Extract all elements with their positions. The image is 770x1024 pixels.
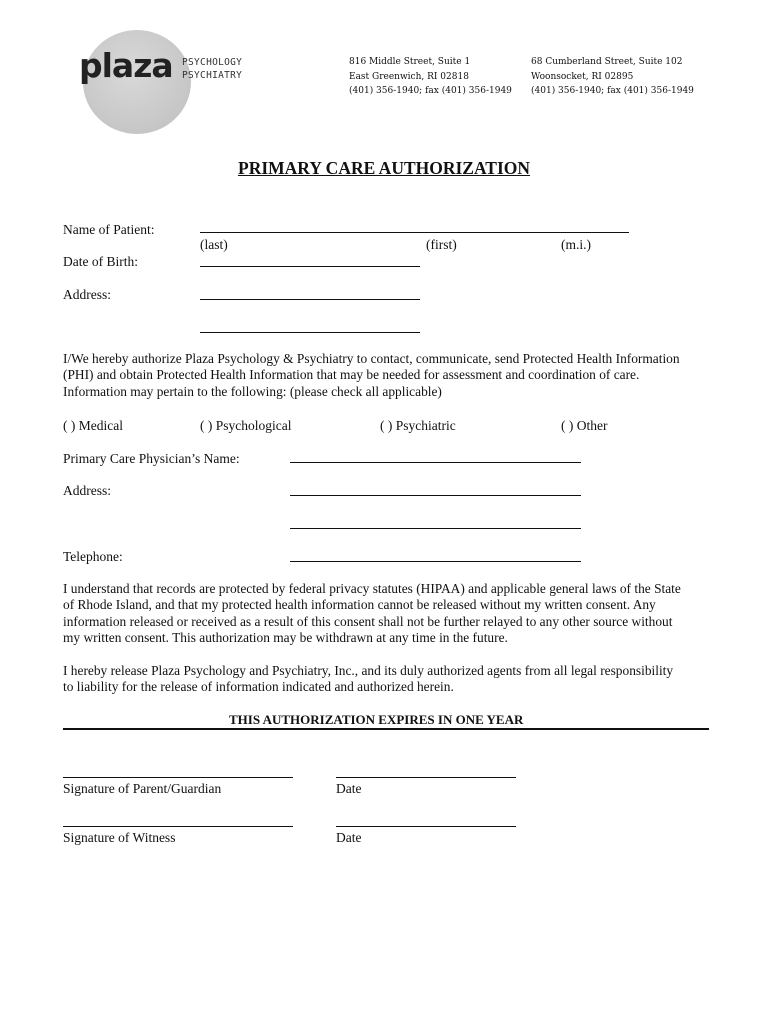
logo-line-psychiatry: PSYCHIATRY — [182, 70, 243, 81]
option-other[interactable]: ( ) Other — [561, 418, 608, 433]
witness-signature-label: Signature of Witness — [63, 830, 176, 845]
logo-word: plaza — [79, 46, 173, 85]
authorization-paragraph — [63, 351, 713, 400]
dob-field[interactable] — [200, 266, 420, 267]
paragraph-line: my written consent. This authorization may be withdrawn at any time in the future. — [63, 629, 508, 645]
paragraph-line: of Rhode Island, and that my protected health information cannot be released without my written consent. Any — [63, 597, 656, 613]
office-street: 816 Middle Street, Suite 1 — [349, 57, 471, 67]
last-name-caption: (last) — [200, 237, 228, 252]
telephone-field[interactable] — [290, 561, 581, 562]
paragraph-line: information released or received as a result of this consent shall not be further relayed to any other source without — [63, 613, 673, 629]
patient-address-label: Address: — [63, 287, 111, 302]
option-psychiatric[interactable]: ( ) Psychiatric — [380, 418, 456, 433]
witness-date-field[interactable] — [336, 826, 516, 827]
parent-signature-field[interactable] — [63, 777, 293, 778]
dob-label: Date of Birth: — [63, 254, 138, 269]
witness-signature-field[interactable] — [63, 826, 293, 827]
option-psychological[interactable]: ( ) Psychological — [200, 418, 292, 433]
privacy-paragraph — [63, 581, 713, 646]
expiry-rule — [63, 728, 709, 730]
option-medical[interactable]: ( ) Medical — [63, 418, 123, 433]
witness-date-label: Date — [336, 830, 362, 845]
middle-initial-caption: (m.i.) — [561, 237, 591, 252]
office-phone: (401) 356-1940; fax (401) 356-1949 — [349, 86, 512, 96]
expiry-notice: THIS AUTHORIZATION EXPIRES IN ONE YEAR — [229, 712, 524, 727]
paragraph-line: I understand that records are protected by federal privacy statutes (HIPAA) and applicable general laws of the State — [63, 581, 681, 596]
office-street: 68 Cumberland Street, Suite 102 — [531, 57, 683, 67]
paragraph-line: I/We hereby authorize Plaza Psychology & Psychiatry to contact, communicate, send Protected Health Information — [63, 351, 680, 366]
parent-signature-label: Signature of Parent/Guardian — [63, 781, 222, 796]
parent-date-label: Date — [336, 781, 362, 796]
patient-name-field[interactable] — [200, 232, 629, 233]
physician-name-label: Primary Care Physician’s Name: — [63, 451, 240, 466]
parent-date-field[interactable] — [336, 777, 516, 778]
office-city: East Greenwich, RI 02818 — [349, 71, 469, 82]
patient-address-field-1[interactable] — [200, 299, 420, 300]
office-city: Woonsocket, RI 02895 — [531, 71, 634, 82]
paragraph-line: (PHI) and obtain Protected Health Information that may be needed for assessment and coordination of care. — [63, 367, 640, 383]
page-title: PRIMARY CARE AUTHORIZATION — [238, 158, 531, 178]
physician-address-label: Address: — [63, 483, 111, 498]
patient-name-label: Name of Patient: — [63, 222, 155, 237]
release-paragraph — [63, 663, 713, 696]
physician-address-field-2[interactable] — [290, 528, 581, 529]
first-name-caption: (first) — [426, 237, 457, 252]
paragraph-line: to liability for the release of information indicated and authorized herein. — [63, 679, 454, 695]
paragraph-line: Information may pertain to the following: (please check all applicable) — [63, 383, 442, 399]
office-phone: (401) 356-1940; fax (401) 356-1949 — [531, 86, 694, 96]
patient-address-field-2[interactable] — [200, 332, 420, 333]
paragraph-line: I hereby release Plaza Psychology and Psychiatry, Inc., and its duly authorized agents from all legal responsibility — [63, 663, 674, 678]
office-woonsocket — [531, 55, 694, 99]
physician-name-field[interactable] — [290, 462, 581, 463]
telephone-label: Telephone: — [63, 549, 123, 564]
logo-line-psychology: PSYCHOLOGY — [182, 57, 243, 68]
office-east-greenwich — [349, 55, 512, 99]
physician-address-field-1[interactable] — [290, 495, 581, 496]
